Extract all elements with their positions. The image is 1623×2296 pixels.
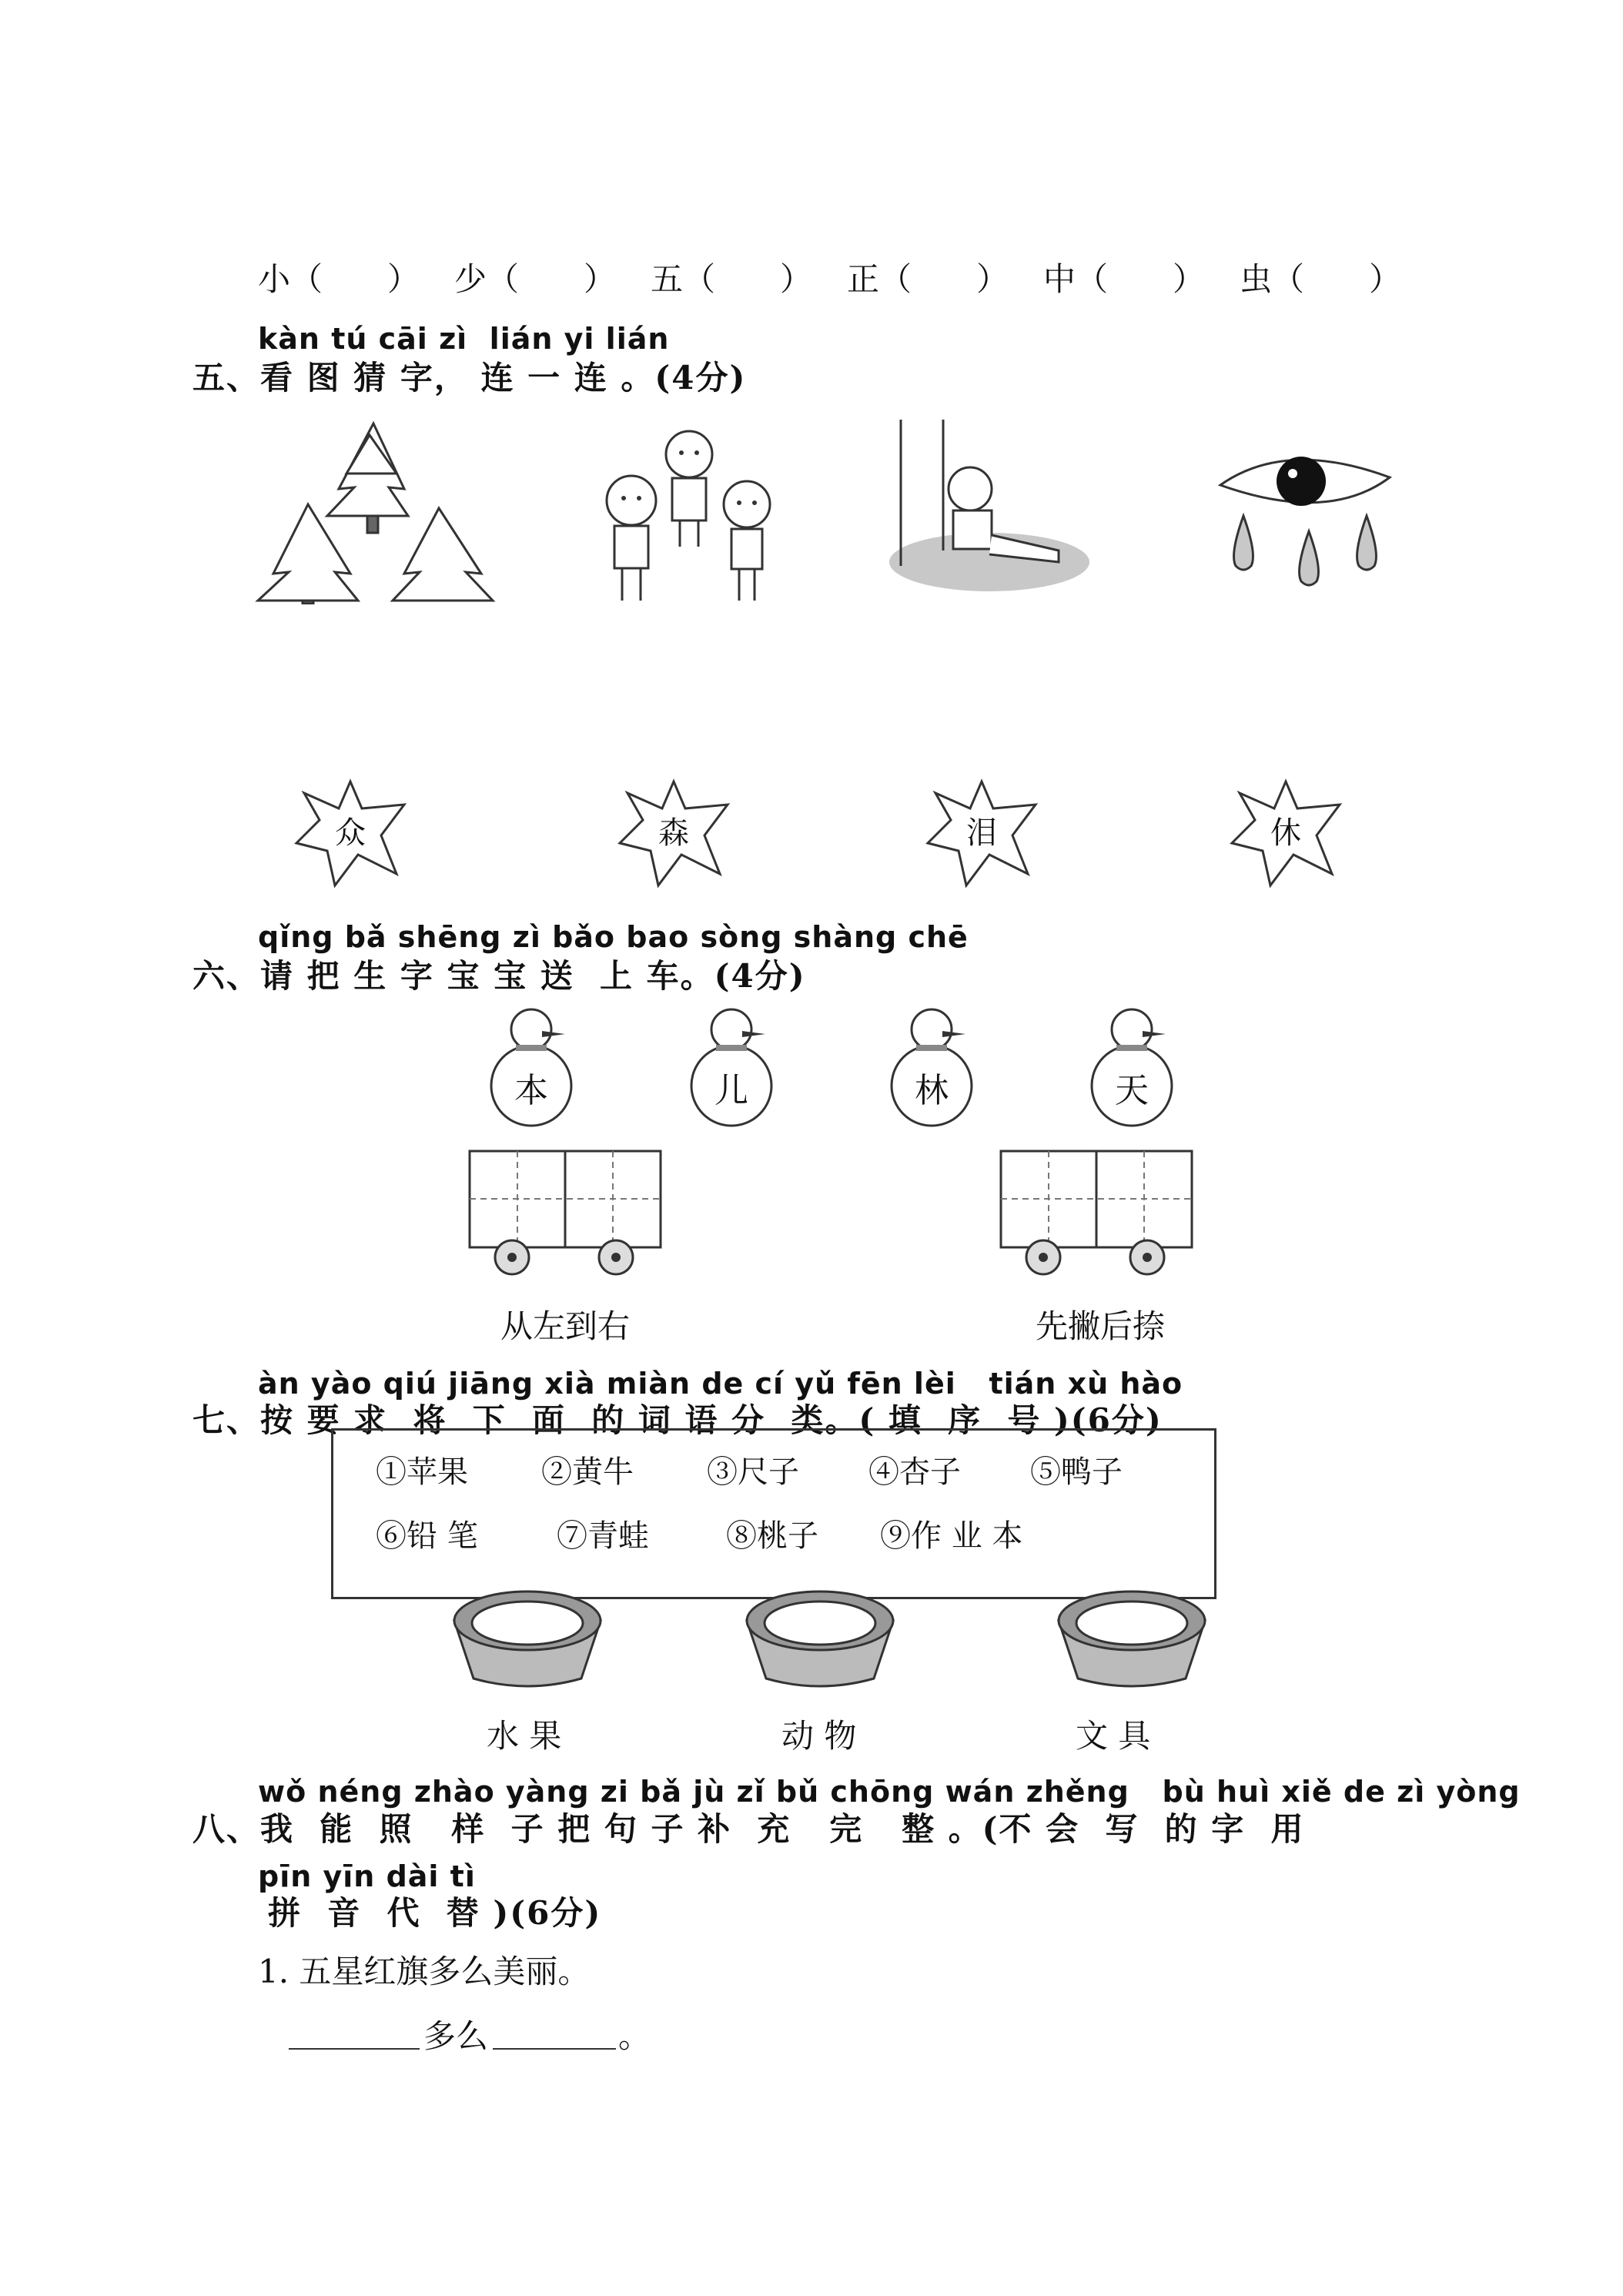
leaf-character[interactable]: 休 [1270, 815, 1301, 851]
character-on-snowman[interactable]: 林 [915, 1071, 949, 1110]
leaf-character[interactable]: 众 [335, 815, 366, 851]
bowl-icon[interactable] [743, 1586, 897, 1694]
q4-item[interactable]: 五（ ） [651, 260, 813, 298]
q5-heading: 五、看 图 猜 字， 连 一 连 。(4分) [192, 359, 747, 397]
leaf-character[interactable]: 森 [658, 815, 689, 851]
q4-item[interactable]: 虫（ ） [1240, 260, 1402, 298]
word-option[interactable]: ①苹果 [376, 1454, 468, 1490]
cart-label: 从左到右 [500, 1307, 631, 1345]
bowl-icon[interactable] [450, 1586, 604, 1694]
word-option[interactable]: ②黄牛 [541, 1454, 634, 1490]
q8-pinyin-2: pīn yīn dài tì [258, 1859, 476, 1893]
q5-pinyin: kàn tú cāi zì lián yi lián [258, 322, 670, 356]
q4-item[interactable]: 少（ ） [454, 260, 617, 298]
q4-item[interactable]: 小（ ） [258, 260, 420, 298]
leaf-character[interactable]: 泪 [966, 815, 997, 851]
bowl-icon[interactable] [1055, 1586, 1209, 1694]
character-on-snowman[interactable]: 儿 [714, 1071, 748, 1110]
q8-pinyin: wǒ néng zhào yàng zi bǎ jù zǐ bǔ chōng wán zhěng bù huì xiě de zì yòng [258, 1775, 1521, 1809]
character-on-snowman[interactable]: 本 [514, 1071, 548, 1110]
cart-writing-grid[interactable] [466, 1147, 666, 1278]
q8-example-sentence: 1. 五星红旗多么美丽。 [258, 1953, 591, 1990]
q8-heading: 八、我 能 照 样 子 把 句 子 补 充 完 整 。(不 会 写 的 字 用 [192, 1810, 1305, 1848]
bowl-label: 动 物 [781, 1717, 857, 1755]
q4-bracket-row [0, 254, 1623, 316]
answer-middle-word: 多么 [423, 2017, 489, 2055]
q6-heading: 六、请 把 生 字 宝 宝 送 上 车。(4分) [192, 957, 806, 995]
q4-item[interactable]: 正（ ） [847, 260, 1009, 298]
q8-answer-line [289, 2011, 905, 2057]
answer-end-punct: 。 [618, 2017, 651, 2055]
crying-eye-icon [1213, 439, 1413, 601]
blank-line[interactable] [493, 2048, 616, 2050]
three-trees-icon [254, 420, 500, 604]
blank-line[interactable] [289, 2048, 420, 2050]
boy-resting-under-tree-icon [885, 420, 1093, 597]
word-option[interactable]: ⑦青蛙 [557, 1518, 649, 1554]
character-on-snowman[interactable]: 天 [1115, 1071, 1149, 1110]
q7-pinyin: àn yào qiú jiāng xià miàn de cí yǔ fēn lèi tián xù hào [258, 1367, 1183, 1401]
q6-pinyin: qǐng bǎ shēng zì bǎo bao sòng shàng chē [258, 920, 969, 954]
word-option[interactable]: ⑥铅 笔 [376, 1518, 478, 1554]
q7-heading: 七、按 要 求 将 下 面 的 词 语 分 类。( 填 序 号 )(6分) [192, 1401, 1163, 1439]
word-option[interactable]: ④杏子 [868, 1454, 961, 1490]
q8-heading-2: 拼 音 代 替 )(6分) [268, 1894, 602, 1932]
three-children-icon [593, 427, 785, 612]
word-option[interactable]: ⑤鸭子 [1030, 1454, 1123, 1490]
bowl-label: 文 具 [1076, 1717, 1151, 1755]
bowl-label: 水 果 [487, 1717, 562, 1755]
q4-item[interactable]: 中（ ） [1043, 260, 1206, 298]
word-box [331, 1428, 1216, 1599]
word-option[interactable]: ⑧桃子 [726, 1518, 818, 1554]
word-option[interactable]: ⑨作 业 本 [880, 1518, 1023, 1554]
cart-writing-grid[interactable] [997, 1147, 1197, 1278]
word-option[interactable]: ③尺子 [707, 1454, 799, 1490]
cart-label: 先撇后捺 [1036, 1307, 1166, 1345]
